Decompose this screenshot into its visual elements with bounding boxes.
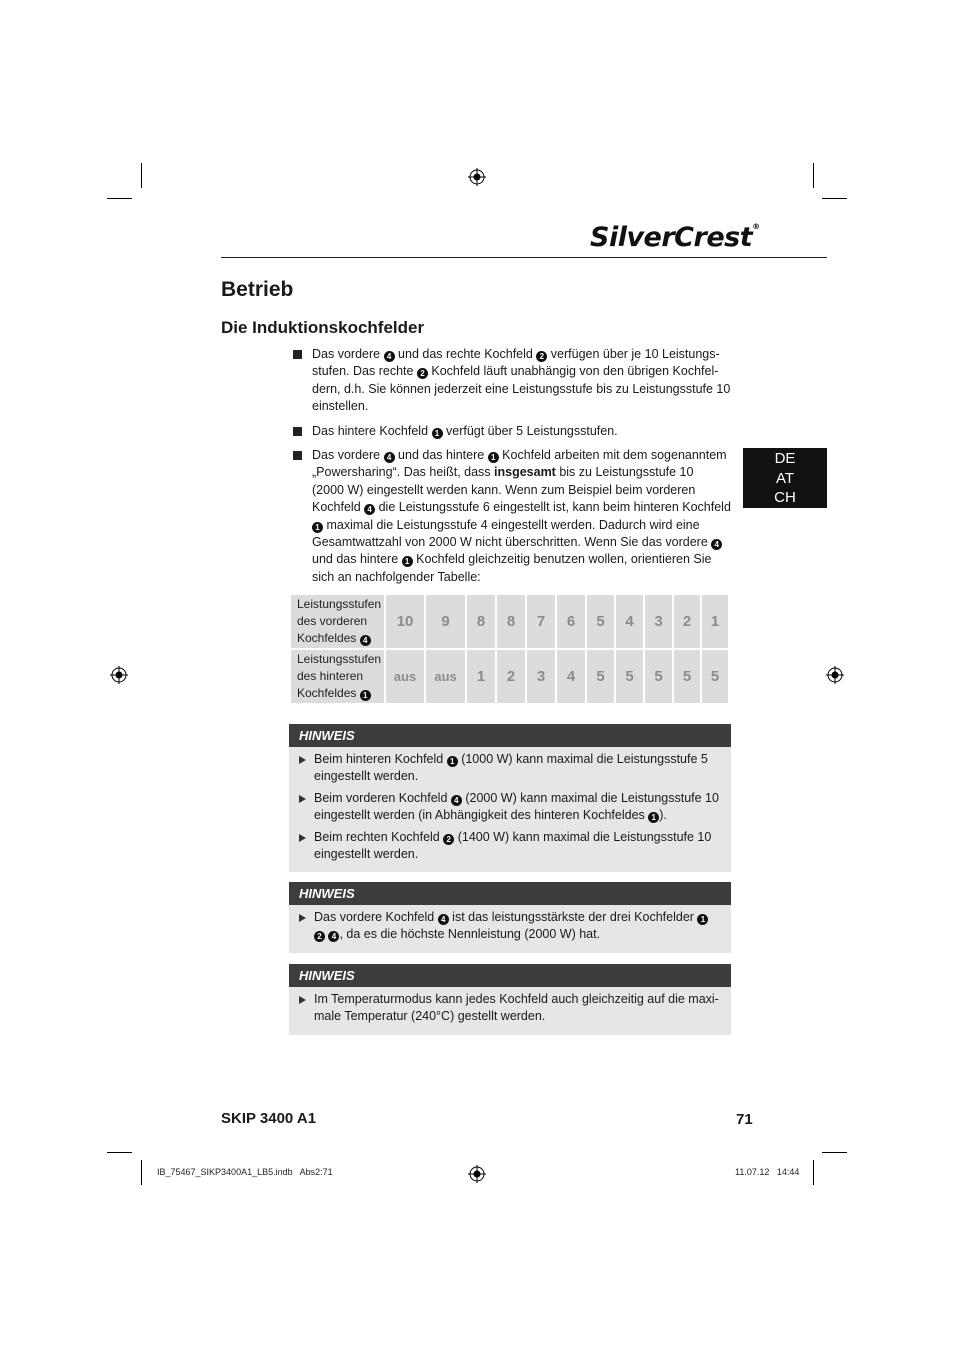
language-code: CH bbox=[774, 489, 796, 506]
table-cell: aus bbox=[385, 649, 425, 704]
circled-number-icon: 1 bbox=[697, 914, 708, 925]
table-cell: 10 bbox=[385, 594, 425, 649]
table-cell: 4 bbox=[556, 649, 586, 704]
table-cell: 2 bbox=[496, 649, 526, 704]
circled-number-icon: 2 bbox=[417, 368, 428, 379]
section-title: Die Induktionskochfelder bbox=[221, 318, 425, 337]
table-cell: 5 bbox=[644, 649, 673, 704]
circled-number-icon: 4 bbox=[360, 635, 371, 646]
arrow-right-icon bbox=[299, 834, 306, 842]
circled-number-icon: 1 bbox=[648, 812, 659, 823]
registration-mark-icon bbox=[110, 666, 128, 684]
table-cell: 5 bbox=[586, 649, 615, 704]
note-text: Das vordere Kochfeld 4 ist das leistungsstärkste der drei Kochfelder 1 2 4 , da es die höchste Nennleistung (2000 W) hat. bbox=[314, 910, 708, 941]
note-box bbox=[289, 964, 731, 1035]
bullet-text: Das hintere Kochfeld 1 verfügt über 5 Leistungsstufen. bbox=[312, 423, 618, 438]
crop-mark bbox=[813, 163, 814, 188]
table-cell: 5 bbox=[615, 649, 644, 704]
table-cell: 8 bbox=[466, 594, 496, 649]
circled-number-icon: 4 bbox=[328, 931, 339, 942]
table-cell: aus bbox=[425, 649, 466, 704]
circled-number-icon: 2 bbox=[443, 834, 454, 845]
crop-mark bbox=[822, 198, 847, 199]
row-label: Leistungsstufen des vorderen Kochfeldes 4 bbox=[290, 594, 385, 649]
note-item bbox=[299, 751, 721, 786]
arrow-right-icon bbox=[299, 795, 306, 803]
crop-mark bbox=[813, 1160, 814, 1185]
circled-number-icon: 1 bbox=[488, 452, 499, 463]
bullet-text: Das vordere 4 und das hintere 1 Kochfeld arbeiten mit dem sogenanntem „Powersharing“. Das heißt, dass insgesamt bis zu Leistungsstufe 10 (2000 W) eingestellt werden kann. Wenn zum Beispiel beim vorderen Kochfeld 4 die Leistungsstufe 6 eingestellt ist, kann beim hinteren Kochfeld 1 maximal die Leistungsstufe 4 eingestellt werden. Dadurch wird eine Gesamtwattzahl von 2000 W nicht überschritten. Wenn Sie das vordere 4 und das hintere 1 Kochfeld gleichzeitig benutzen wollen, orientieren Sie sich an nachfolgender Tabelle: bbox=[312, 448, 731, 584]
circled-number-icon: 4 bbox=[711, 539, 722, 550]
note-heading: HINWEIS bbox=[289, 724, 731, 747]
circled-number-icon: 1 bbox=[360, 690, 371, 701]
table-cell: 9 bbox=[425, 594, 466, 649]
power-level-table bbox=[289, 593, 730, 705]
brand-logo: SilverCrest® bbox=[590, 222, 760, 253]
table-cell: 1 bbox=[701, 594, 729, 649]
note-box bbox=[289, 882, 731, 953]
bold-text: insgesamt bbox=[494, 465, 556, 480]
language-code: DE bbox=[774, 450, 796, 467]
registration-mark-icon bbox=[826, 666, 844, 684]
circled-number-icon: 1 bbox=[312, 522, 323, 533]
table-row bbox=[290, 649, 729, 704]
table-cell: 5 bbox=[701, 649, 729, 704]
table-cell: 7 bbox=[526, 594, 556, 649]
circled-number-icon: 4 bbox=[451, 795, 462, 806]
bullet-item bbox=[292, 346, 732, 416]
table-cell: 3 bbox=[644, 594, 673, 649]
bullet-item bbox=[292, 423, 732, 440]
arrow-right-icon bbox=[299, 756, 306, 764]
language-code: AT bbox=[775, 469, 795, 487]
crop-mark bbox=[107, 1152, 132, 1153]
table-cell: 5 bbox=[586, 594, 615, 649]
header-rule bbox=[221, 257, 827, 258]
bullet-list bbox=[292, 346, 732, 593]
date-slug: 11.07.12 14:44 bbox=[735, 1167, 800, 1177]
circled-number-icon: 1 bbox=[447, 756, 458, 767]
file-slug: IB_75467_SIKP3400A1_LB5.indb Abs2:71 bbox=[157, 1167, 333, 1177]
note-text: Beim vorderen Kochfeld 4 (2000 W) kann maximal die Leistungsstufe 10 eingestellt werden (in Abhängigkeit des hinteren Kochfeldes 1 ). bbox=[314, 790, 719, 823]
circled-number-icon: 2 bbox=[536, 351, 547, 362]
table-row bbox=[290, 594, 729, 649]
bullet-square-icon bbox=[293, 451, 302, 460]
circled-number-icon: 4 bbox=[384, 452, 395, 463]
note-item bbox=[299, 991, 721, 1026]
bullet-square-icon bbox=[293, 350, 302, 359]
circled-number-icon: 4 bbox=[364, 504, 375, 515]
page-number: 71 bbox=[736, 1111, 753, 1128]
crop-mark bbox=[141, 163, 142, 188]
note-heading: HINWEIS bbox=[289, 964, 731, 987]
bullet-item bbox=[292, 447, 732, 586]
table-cell: 5 bbox=[673, 649, 701, 704]
note-heading: HINWEIS bbox=[289, 882, 731, 905]
page-title: Betrieb bbox=[221, 278, 294, 301]
crop-mark bbox=[141, 1160, 142, 1185]
note-item bbox=[299, 790, 721, 825]
arrow-right-icon bbox=[299, 996, 306, 1004]
circled-number-icon: 4 bbox=[384, 351, 395, 362]
row-label: Leistungsstufen des hinteren Kochfeldes 1 bbox=[290, 649, 385, 704]
note-item bbox=[299, 829, 721, 864]
table-cell: 2 bbox=[673, 594, 701, 649]
crop-mark bbox=[822, 1152, 847, 1153]
circled-number-icon: 1 bbox=[432, 428, 443, 439]
table-cell: 4 bbox=[615, 594, 644, 649]
bullet-text: Das vordere 4 und das rechte Kochfeld 2 verfügen über je 10 Leistungs- stufen. Das rechte 2 Kochfeld läuft unabhängig von den übrigen Kochfel- dern, d.h. Sie können jederzeit eine Leistungsstufe bis zu Leistungsstufe 10 einstellen. bbox=[312, 347, 731, 414]
table-cell: 1 bbox=[466, 649, 496, 704]
model-name: SKIP 3400 A1 bbox=[221, 1110, 317, 1127]
table-cell: 8 bbox=[496, 594, 526, 649]
note-box bbox=[289, 724, 731, 872]
table-cell: 6 bbox=[556, 594, 586, 649]
circled-number-icon: 2 bbox=[314, 931, 325, 942]
circled-number-icon: 4 bbox=[438, 914, 449, 925]
note-item bbox=[299, 909, 721, 944]
bullet-square-icon bbox=[293, 427, 302, 436]
note-text: Im Temperaturmodus kann jedes Kochfeld auch gleichzeitig auf die maxi- male Temperatur (240°C) gestellt werden. bbox=[314, 992, 719, 1024]
circled-number-icon: 1 bbox=[402, 556, 413, 567]
registration-mark-icon bbox=[468, 168, 486, 186]
arrow-right-icon bbox=[299, 914, 306, 922]
language-tab bbox=[743, 448, 827, 508]
registration-mark-icon bbox=[468, 1165, 486, 1183]
note-text: Beim rechten Kochfeld 2 (1400 W) kann maximal die Leistungsstufe 10 eingestellt werden. bbox=[314, 829, 712, 862]
note-text: Beim hinteren Kochfeld 1 (1000 W) kann maximal die Leistungsstufe 5 eingestellt werden. bbox=[314, 752, 708, 784]
table-cell: 3 bbox=[526, 649, 556, 704]
crop-mark bbox=[107, 198, 132, 199]
